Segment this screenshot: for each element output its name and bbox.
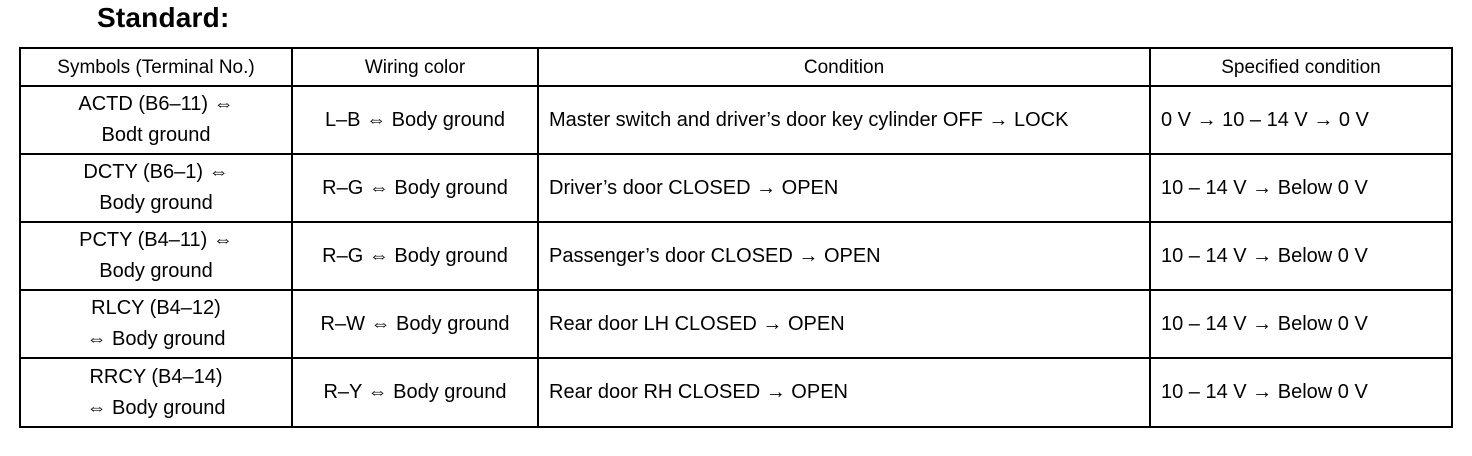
symbol-terminal: PCTY (B4–11) ⇔ [79,229,233,251]
condition-cell: Master switch and driver’s door key cylinder OFF → LOCK [538,86,1150,154]
symbol-ground: Body ground [99,260,213,282]
table-row [20,222,1452,290]
condition-cell: Driver’s door CLOSED → OPEN [538,154,1150,222]
condition-cell: Rear door RH CLOSED → OPEN [538,358,1150,427]
specification-table [19,47,1453,428]
table-row [20,290,1452,358]
symbol-cell [20,222,292,290]
header-symbols: Symbols (Terminal No.) [20,48,292,86]
table-body [20,86,1452,427]
specified-condition-cell: 10 – 14 V → Below 0 V [1150,154,1452,222]
header-condition: Condition [538,48,1150,86]
header-row [20,48,1452,86]
table-header [20,48,1452,86]
symbol-cell [20,358,292,427]
wiring-color-cell: R–Y ⇔ Body ground [292,358,538,427]
header-wiring-color: Wiring color [292,48,538,86]
section-heading: Standard: [97,2,230,33]
symbol-cell [20,154,292,222]
wiring-color-cell: R–G ⇔ Body ground [292,154,538,222]
specified-condition-cell: 0 V → 10 – 14 V → 0 V [1150,86,1452,154]
symbol-cell [20,290,292,358]
symbol-terminal: RRCY (B4–14) [89,365,223,388]
symbol-terminal: RLCY (B4–12) [91,297,221,319]
symbol-ground: ⇔ Body ground [86,328,226,350]
table-row [20,86,1452,154]
wiring-color-cell: R–G ⇔ Body ground [292,222,538,290]
specified-condition-cell: 10 – 14 V → Below 0 V [1150,290,1452,358]
wiring-color-cell: L–B ⇔ Body ground [292,86,538,154]
symbol-terminal: ACTD (B6–11) ⇔ [78,93,234,115]
wiring-color-cell: R–W ⇔ Body ground [292,290,538,358]
specified-condition-cell: 10 – 14 V → Below 0 V [1150,358,1452,427]
condition-cell: Passenger’s door CLOSED → OPEN [538,222,1150,290]
header-specified-condition: Specified condition [1150,48,1452,86]
symbol-ground: Body ground [99,192,213,214]
table-row [20,358,1452,427]
symbol-terminal: DCTY (B6–1) ⇔ [83,161,229,183]
table-row [20,154,1452,222]
symbol-cell [20,86,292,154]
condition-cell: Rear door LH CLOSED → OPEN [538,290,1150,358]
symbol-ground: Bodt ground [101,124,211,146]
symbol-ground: ⇔ Body ground [86,396,226,419]
specified-condition-cell: 10 – 14 V → Below 0 V [1150,222,1452,290]
